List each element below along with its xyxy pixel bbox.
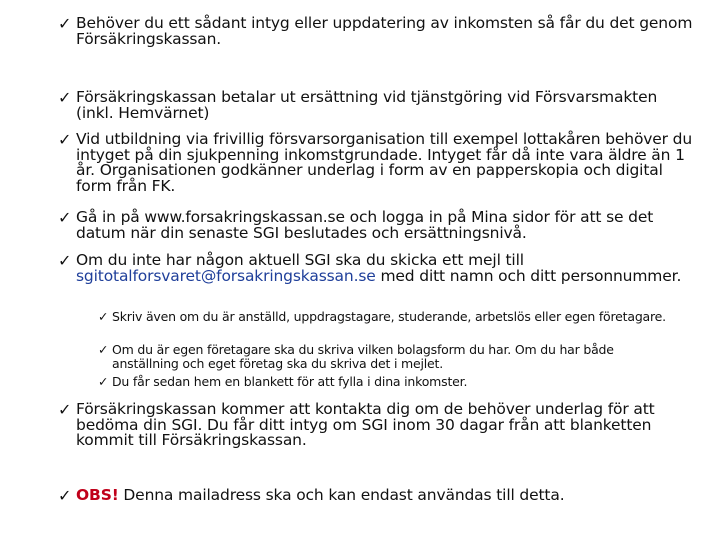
checkmark-icon: ✓ <box>58 88 72 107</box>
bullet-text-before: Om du inte har någon aktuell SGI ska du skicka ett mejl till <box>76 251 524 269</box>
checkmark-icon: ✓ <box>58 251 72 270</box>
bullet-text: Försäkringskassan kommer att kontakta dig om de behöver underlag för att bedöma din SGI. Du får ditt intyg om SGI inom 30 dagar från att blanketten kommit till Försäkringskassan. <box>76 400 655 449</box>
obs-body: Denna mailadress ska och kan endast användas till detta. <box>118 486 565 504</box>
bullet-text <box>76 253 698 284</box>
obs-note <box>58 488 698 504</box>
bullet-4 <box>58 210 698 241</box>
obs-text <box>76 488 698 504</box>
checkmark-icon: ✓ <box>58 208 72 227</box>
bullet-text: Vid utbildning via frivillig försvarsorganisation till exempel lottakåren behöver du intyget på din sjukpenning inkomstgrundade. Intyget får då inte vara äldre än 1 år. Organisationen godkänner underlag i form av en papperskopia och digital form från FK. <box>76 130 693 195</box>
bullet-text-after: med ditt namn och ditt personnummer. <box>375 266 682 285</box>
checkmark-icon: ✓ <box>58 14 72 33</box>
obs-label: OBS! <box>76 486 119 504</box>
bullet-text: Försäkringskassan betalar ut ersättning vid tjänstgöring vid Försvarsmakten (inkl. Hemvärnet) <box>76 88 658 122</box>
checkmark-icon: ✓ <box>58 486 72 505</box>
checkmark-icon: ✓ <box>98 309 109 324</box>
bullet-5 <box>58 253 698 284</box>
bullet-text: Gå in på www.forsakringskassan.se och logga in på Mina sidor för att se det datum när din senaste SGI beslutades och ersättningsnivå. <box>76 208 654 242</box>
bullet-1 <box>58 16 698 47</box>
bullet-text: Behöver du ett sådant intyg eller uppdatering av inkomsten så får du det genom Försäkringskassan. <box>76 14 693 48</box>
bullet-2 <box>58 90 698 121</box>
sub-bullet-text: Du får sedan hem en blankett för att fylla i dina inkomster. <box>112 374 468 389</box>
email-link[interactable]: sgitotalforsvaret@forsakringskassan.se <box>76 266 376 285</box>
checkmark-icon: ✓ <box>98 342 109 357</box>
sub-bullet-text: Skriv även om du är anställd, uppdragstagare, studerande, arbetslös eller egen företagare. <box>112 309 666 324</box>
sub-bullet-3 <box>98 375 668 389</box>
checkmark-icon: ✓ <box>58 130 72 149</box>
checkmark-icon: ✓ <box>58 400 72 419</box>
checkmark-icon: ✓ <box>98 374 109 389</box>
sub-bullet-text: Om du är egen företagare ska du skriva vilken bolagsform du har. Om du har både anställning och eget företag ska du skriva det i mejlet. <box>112 342 614 371</box>
bullet-3 <box>58 132 698 194</box>
bullet-6 <box>58 402 698 449</box>
sub-bullet-2 <box>98 343 668 371</box>
sub-bullet-1 <box>98 310 668 324</box>
